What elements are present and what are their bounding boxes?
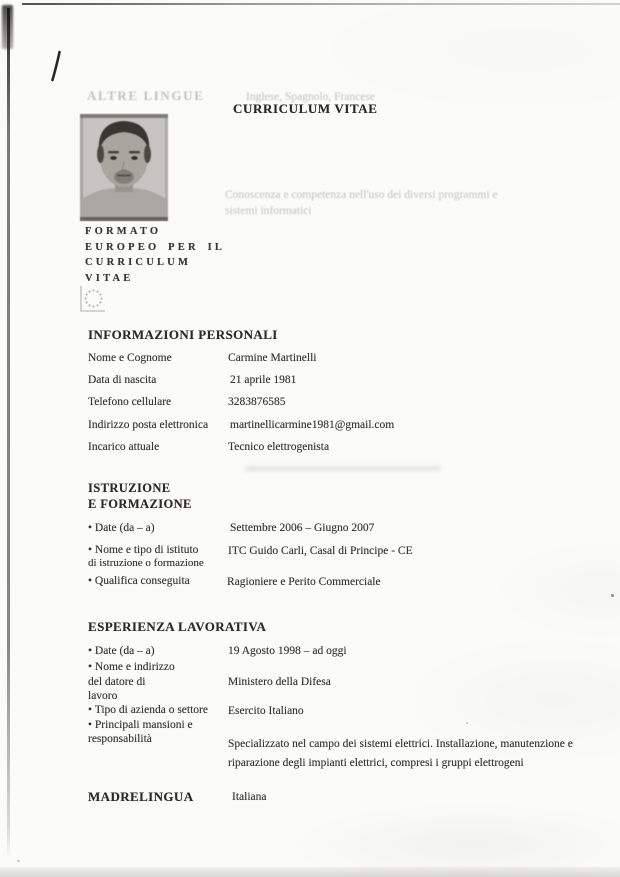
mother-tongue-value: Italiana — [232, 791, 267, 803]
work-duties-value: Specializzato nel campo dei sistemi elettrici. Installazione, manutenzione e riparazione degli impianti elettrici, compresi i gruppi elettrogeni — [228, 738, 573, 769]
field-value-phone: 3283876585 — [228, 396, 286, 408]
format-line-1: FORMATO — [85, 226, 162, 237]
section-heading-mother-tongue: MADRELINGUA — [88, 789, 194, 804]
field-value-name: Carmine Martinelli — [228, 352, 317, 364]
work-date-value: 19 Agosto 1998 – ad oggi — [228, 645, 347, 657]
edu-date-label: • Date (da – a) — [88, 522, 155, 534]
field-label-phone: Telefono cellulare — [88, 396, 172, 408]
section-heading-education-line1: ISTRUZIONE — [88, 481, 171, 495]
field-label-email: Indirizzo posta elettronica — [88, 419, 209, 431]
scan-top-edge — [22, 3, 620, 5]
field-label-current-role: Incarico attuale — [88, 441, 160, 453]
edu-school-label-line1: • Nome e tipo di istituto — [88, 544, 199, 556]
edu-qualification-value: Ragioniere e Perito Commerciale — [227, 576, 381, 588]
bleedthrough-altre-lingue: ALTRE LINGUE — [87, 88, 205, 103]
work-duties-label-line1: • Principali mansioni e — [88, 719, 193, 731]
document-title: CURRICULUM VITAE — [233, 101, 378, 116]
scan-left-edge — [7, 8, 10, 860]
work-employer-label-line3: lavoro — [88, 690, 118, 702]
format-line-3: CURRICULUM — [85, 257, 192, 268]
field-value-birthdate: 21 aprile 1981 — [230, 374, 297, 386]
scan-speck — [17, 860, 20, 862]
field-label-name: Nome e Cognome — [88, 352, 172, 364]
scan-speck — [466, 722, 468, 724]
edu-qualification-label: • Qualifica conseguita — [88, 575, 190, 587]
work-date-label: • Date (da – a) — [88, 645, 155, 657]
scan-speck — [611, 594, 614, 597]
format-line-4: VITAE — [85, 272, 134, 284]
edu-date-value: Settembre 2006 – Giugno 2007 — [230, 522, 375, 534]
edu-school-label-line2: di istruzione o formazione — [88, 557, 204, 569]
bleedthrough-computer-line2: sistemi informatici — [225, 205, 312, 217]
work-duties-label-line2: responsabilità — [88, 733, 152, 745]
bleedthrough-computer-line1: Conoscenza e competenza nell'uso dei diversi programmi e — [225, 189, 498, 201]
bleedthrough-smudge — [245, 466, 441, 471]
eu-flag-icon — [80, 285, 107, 313]
bleedthrough-languages: Inglese, Spagnolo, Francese — [246, 91, 376, 103]
field-label-birthdate: Data di nascita — [88, 374, 157, 386]
work-employer-value: Ministero della Difesa — [228, 676, 331, 688]
section-heading-education-line2: E FORMAZIONE — [88, 497, 192, 511]
work-employer-label-line1: • Nome e indirizzo — [88, 661, 175, 673]
work-sector-label: • Tipo di azienda o settore — [88, 704, 208, 716]
scan-bottom-band — [0, 867, 620, 877]
work-employer-label-line2: del datore di — [88, 676, 146, 688]
field-value-current-role: Tecnico elettrogenista — [228, 441, 330, 453]
section-heading-work-experience: ESPERIENZA LAVORATIVA — [88, 619, 267, 634]
work-sector-value: Esercito Italiano — [228, 705, 304, 717]
portrait-photo — [80, 114, 168, 221]
section-heading-personal-info: INFORMAZIONI PERSONALI — [88, 327, 278, 342]
handwritten-slash-mark — [48, 50, 64, 84]
field-value-email: martinellicarmine1981@gmail.com — [230, 419, 395, 431]
edu-school-value: ITC Guido Carli, Casal di Principe - CE — [228, 545, 413, 557]
format-line-2: EUROPEO PER IL — [85, 241, 226, 253]
european-format-label — [85, 224, 225, 286]
